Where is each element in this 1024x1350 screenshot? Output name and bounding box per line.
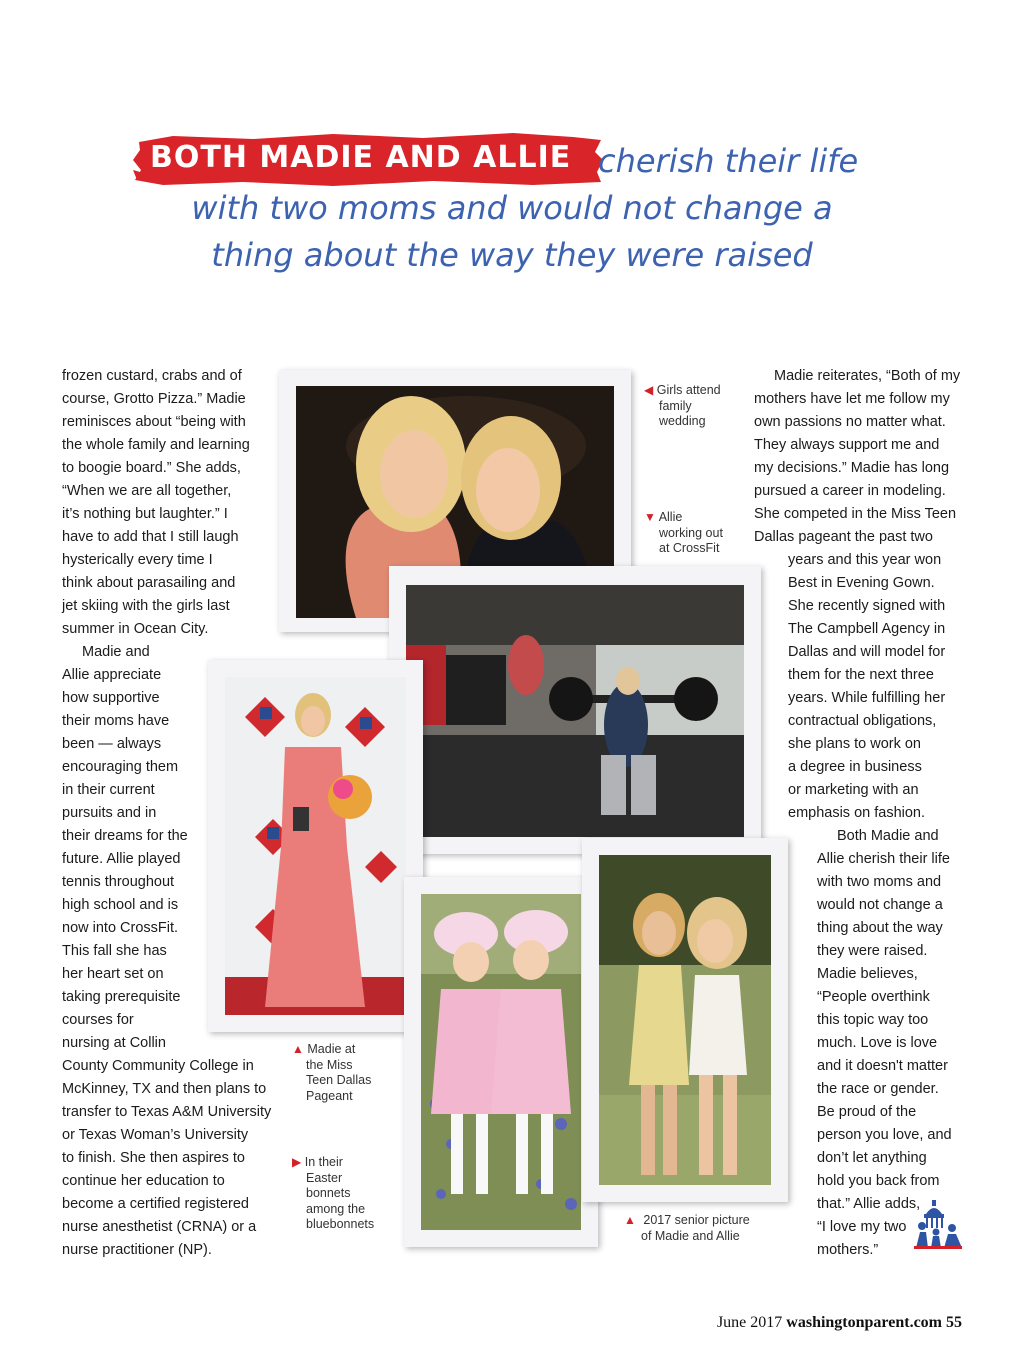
crossfit-photo (406, 585, 744, 837)
left-line: tennis throughout (62, 874, 175, 890)
left-line: hysterically every time I (62, 552, 213, 568)
caption-pageant: ▲ Madie at the Miss Teen Dallas Pageant (292, 1042, 372, 1103)
left-line: nursing at Collin (62, 1035, 166, 1051)
right-line: mothers have let me follow my (754, 391, 950, 407)
left-line: nurse practitioner (NP). (62, 1242, 212, 1258)
right-line: Both Madie and (837, 828, 939, 844)
left-line: summer in Ocean City. (62, 621, 209, 637)
down-arrow-icon: ▼ (644, 510, 656, 524)
right-line: mothers.” (817, 1242, 879, 1258)
right-line: the race or gender. (817, 1081, 939, 1097)
caption-wedding: ◀ Girls attend family wedding (644, 383, 721, 428)
left-line: nurse anesthetist (CRNA) or a (62, 1219, 257, 1235)
left-line: course, Grotto Pizza.” Madie (62, 391, 246, 407)
right-line: or marketing with an (788, 782, 919, 798)
footer-date: June 2017 (716, 1314, 783, 1331)
left-line: frozen custard, crabs and of (62, 368, 242, 384)
left-line: their dreams for the (62, 828, 188, 844)
left-line: reminisces about “being with (62, 414, 246, 430)
right-line: “People overthink (817, 989, 930, 1005)
left-line: transfer to Texas A&M University (62, 1104, 272, 1120)
pageant-photo-frame (208, 660, 423, 1032)
pull-quote-highlight: BOTH MADIE AND ALLIE (150, 140, 572, 175)
left-line: now into CrossFit. (62, 920, 179, 936)
left-line: taking prerequisite (62, 989, 181, 1005)
left-line: the whole family and learning (62, 437, 250, 453)
left-line: how supportive (62, 690, 160, 706)
up-arrow-icon: ▲ (624, 1213, 636, 1227)
senior-photo (599, 855, 771, 1185)
right-line: with two moms and (817, 874, 942, 890)
right-line: She recently signed with (788, 598, 946, 614)
right-line: person you love, and (817, 1127, 952, 1143)
right-line: hold you back from (817, 1173, 940, 1189)
left-line: “When we are all together, (62, 483, 232, 499)
left-line: to finish. She then aspires to (62, 1150, 245, 1166)
right-line: They always support me and (754, 437, 940, 453)
pull-quote-line3: thing about the way they were raised (211, 236, 813, 274)
right-line: years and this year won (788, 552, 942, 568)
right-line: She competed in the Miss Teen (754, 506, 957, 522)
left-line: This fall she has (62, 943, 167, 959)
left-line: her heart set on (62, 966, 164, 982)
left-line: high school and is (62, 897, 179, 913)
crossfit-photo-frame (389, 566, 761, 854)
caption-crossfit: ▼ Allie working out at CrossFit (644, 510, 723, 555)
left-line: to boogie board.” She adds, (62, 460, 241, 476)
left-line: been — always (62, 736, 162, 752)
right-line: contractual obligations, (788, 713, 937, 729)
left-line: Madie and (82, 644, 150, 660)
left-line: think about parasailing and (62, 575, 236, 591)
page-number: 55 (946, 1314, 962, 1331)
right-line: they were raised. (817, 943, 928, 959)
right-line: would not change a (817, 897, 943, 913)
right-line: emphasis on fashion. (788, 805, 926, 821)
right-line: Dallas and will model for (788, 644, 946, 660)
right-line: “I love my two (817, 1219, 907, 1235)
right-line: them for the next three (788, 667, 934, 683)
right-line: that.” Allie adds, (817, 1196, 921, 1212)
right-line: a degree in business (788, 759, 922, 775)
left-arrow-icon: ◀ (644, 383, 654, 397)
left-line: courses for (62, 1012, 134, 1028)
right-line: thing about the way (817, 920, 943, 936)
caption-senior: ▲ 2017 senior picture of Madie and Allie (624, 1213, 750, 1243)
left-line: in their current (62, 782, 155, 798)
right-line: The Campbell Agency in (788, 621, 946, 637)
right-line: Madie believes, (817, 966, 918, 982)
left-line: County Community College in (62, 1058, 254, 1074)
right-line: Madie reiterates, “Both of my (774, 368, 961, 384)
right-line: don’t let anything (817, 1150, 927, 1166)
right-line: Allie cherish their life (817, 851, 950, 867)
caption-easter: ▶ In their Easter bonnets among the bluebonnets (292, 1155, 375, 1231)
pull-quote-line1: cherish their life (598, 142, 859, 180)
footer-site: washingtonparent.com (786, 1314, 942, 1331)
right-line: this topic way too (817, 1012, 929, 1028)
right-line: my decisions.” Madie has long (754, 460, 950, 476)
right-line: Be proud of the (817, 1104, 917, 1120)
right-line: much. Love is love (817, 1035, 938, 1051)
easter-photo (421, 894, 581, 1230)
up-arrow-icon: ▲ (292, 1042, 304, 1056)
right-line: Dallas pageant the past two (754, 529, 933, 545)
left-line: become a certified registered (62, 1196, 249, 1212)
left-line: or Texas Woman’s University (62, 1127, 249, 1143)
left-line: future. Allie played (62, 851, 181, 867)
pageant-photo (225, 677, 406, 1015)
right-arrow-icon: ▶ (292, 1155, 302, 1169)
left-line: continue her education to (62, 1173, 225, 1189)
left-line: jet skiing with the girls last (62, 598, 230, 614)
left-line: McKinney, TX and then plans to (62, 1081, 267, 1097)
left-line: Allie appreciate (62, 667, 162, 683)
right-line: she plans to work on (788, 736, 921, 752)
pull-quote-line2: with two moms and would not change a (191, 189, 833, 227)
right-line: Best in Evening Gown. (788, 575, 935, 591)
right-line: years. While fulfilling her (788, 690, 946, 706)
page-footer (717, 1314, 962, 1332)
left-line: their moms have (62, 713, 170, 729)
left-line: pursuits and in (62, 805, 157, 821)
left-line: encouraging them (62, 759, 179, 775)
easter-photo-frame (404, 877, 598, 1247)
right-line: own passions no matter what. (754, 414, 946, 430)
right-line: and it doesn't matter (817, 1058, 948, 1074)
family-capitol-logo-icon (912, 1198, 964, 1250)
left-line: have to add that I still laugh (62, 529, 239, 545)
right-line: pursued a career in modeling. (754, 483, 946, 499)
left-line: it’s nothing but laughter.” I (62, 506, 228, 522)
senior-photo-frame (582, 838, 788, 1202)
